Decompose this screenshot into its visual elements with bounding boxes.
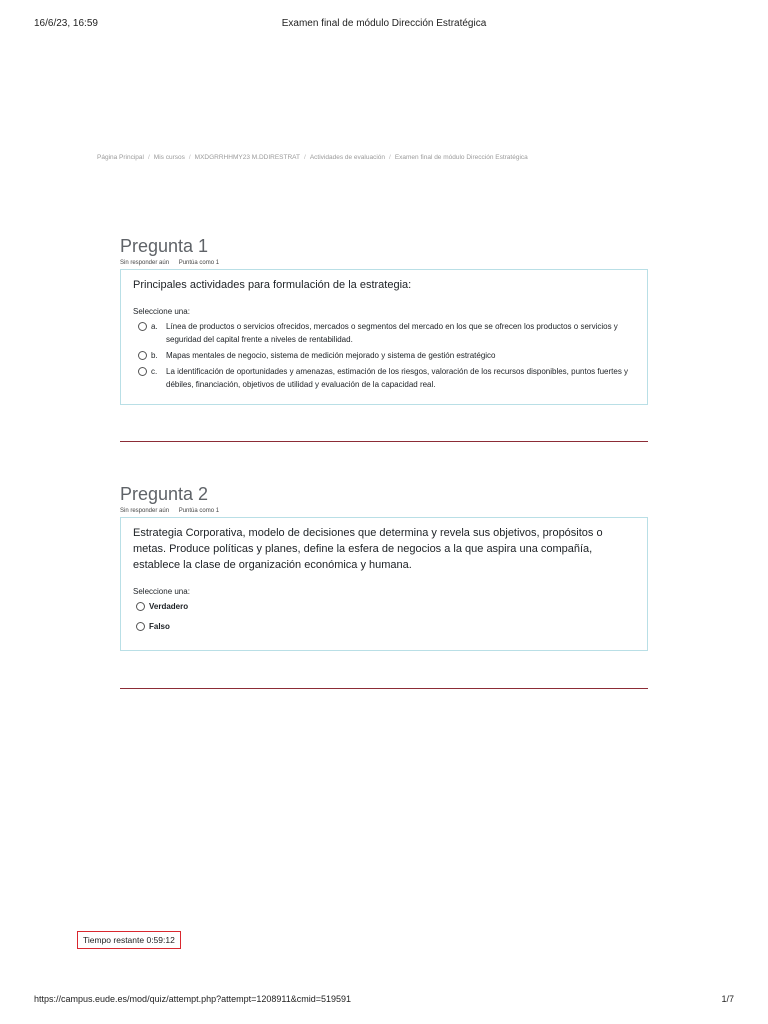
question-2-meta (120, 508, 648, 514)
print-page-number: 1/7 (721, 994, 734, 1004)
radio-button[interactable] (136, 622, 145, 631)
question-separator (120, 688, 648, 689)
question-score: Puntúa como 1 (178, 260, 220, 266)
breadcrumb-separator: / (304, 154, 306, 161)
question-1-title: Pregunta 1 (120, 236, 209, 256)
radio-button[interactable] (138, 322, 147, 331)
answer-text: Verdadero (149, 602, 189, 611)
question-1-content (120, 269, 648, 405)
answer-option-b[interactable] (133, 349, 635, 362)
breadcrumb-quiz-link[interactable]: Examen final de módulo Dirección Estratégica (394, 154, 528, 161)
answer-text: Mapas mentales de negocio, sistema de medición mejorado y sistema de gestión estratégico (166, 351, 496, 360)
question-2 (120, 484, 648, 651)
question-1-prompt: Seleccione una: (133, 307, 190, 316)
answer-text: Línea de productos o servicios ofrecidos, mercados o segmentos del mercado en los que se ofrecen los productos o servicios y seguridad del capital frente a niveles de rentabilidad. (166, 322, 618, 344)
print-footer-url: https://campus.eude.es/mod/quiz/attempt.php?attempt=1208911&cmid=519591 (34, 994, 352, 1004)
question-1-meta (120, 260, 648, 266)
answer-letter: b. (151, 351, 158, 360)
answer-letter: c. (151, 367, 158, 376)
breadcrumb-course-link[interactable]: MXDGRRHHMY23 M.DDIRESTRAT (194, 154, 301, 161)
answer-list (133, 600, 635, 633)
print-page-title: Examen final de módulo Dirección Estratégica (281, 18, 487, 29)
radio-button[interactable] (138, 367, 147, 376)
question-score: Puntúa como 1 (178, 508, 220, 514)
question-2-text: Estrategia Corporativa, modelo de decisiones que determina y revela sus objetivos, propósitos o metas. Produce políticas y planes, define la esfera de negocios a la que aspira una compañía, establece la clase de organización económica y humana. (133, 527, 603, 571)
question-1-text: Principales actividades para formulación de la estrategia: (133, 279, 412, 291)
print-datetime: 16/6/23, 16:59 (34, 18, 98, 29)
breadcrumb-section-link[interactable]: Actividades de evaluación (309, 154, 385, 161)
question-2-content (120, 517, 648, 651)
answer-text: La identificación de oportunidades y amenazas, estimación de los riesgos, valoración de los recursos disponibles, puntos fuertes y débiles, financiación, objetivos de utilidad y evaluación de la capacidad real. (166, 367, 629, 389)
breadcrumb-home-link[interactable]: Página Principal (97, 154, 144, 161)
question-status: Sin responder aún (120, 508, 170, 514)
radio-button[interactable] (136, 602, 145, 611)
question-1 (120, 236, 648, 405)
answer-option-a[interactable] (133, 320, 635, 346)
answer-letter: a. (151, 322, 158, 331)
answer-option-c[interactable] (133, 365, 635, 391)
breadcrumb-separator: / (188, 154, 191, 161)
breadcrumb (97, 154, 528, 161)
question-2-title: Pregunta 2 (120, 484, 209, 504)
breadcrumb-separator: / (147, 154, 150, 161)
answer-text: Falso (149, 622, 170, 631)
breadcrumb-separator: / (389, 154, 391, 161)
answer-list (133, 320, 635, 391)
time-remaining-timer: Tiempo restante 0:59:12 (77, 931, 181, 949)
question-separator (120, 441, 648, 442)
breadcrumb-my-courses-link[interactable]: Mis cursos (153, 154, 185, 161)
answer-option-false[interactable] (133, 620, 635, 633)
question-status: Sin responder aún (120, 260, 170, 266)
radio-button[interactable] (138, 351, 147, 360)
question-2-prompt: Seleccione una: (133, 587, 190, 596)
answer-option-true[interactable] (133, 600, 635, 613)
